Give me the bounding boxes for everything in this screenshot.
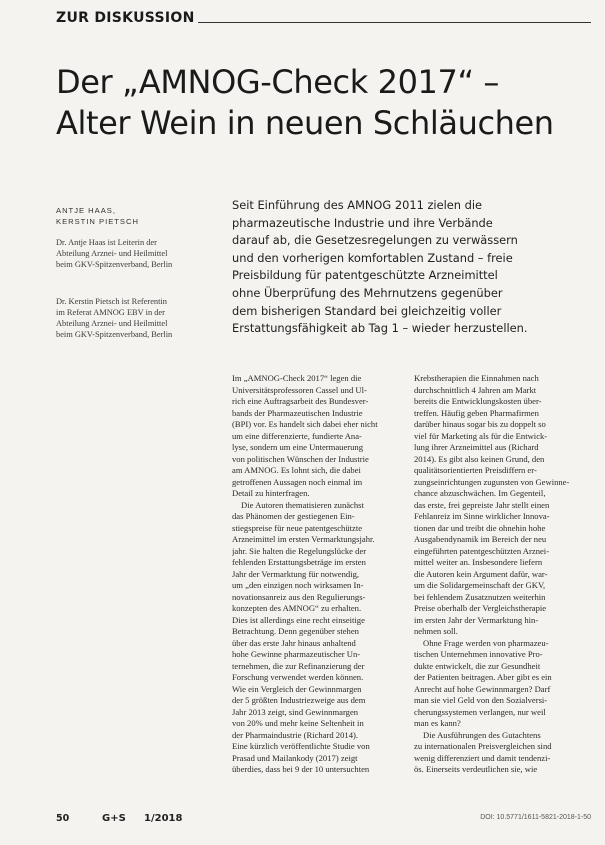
section-label: ZUR DISKUSSION: [56, 10, 195, 26]
doi: DOI: 10.5771/1611-5821-2018-1-50: [480, 814, 591, 821]
body-line: Die Autoren thematisieren zunächst: [241, 499, 364, 510]
article-title: [56, 62, 586, 144]
lead-line: Seit Einführung des AMNOG 2011 zielen die: [232, 198, 483, 212]
body-line: (BPI) vor. Es handelt sich dabei eher nicht: [232, 419, 378, 429]
body-line: Betrachtung. Denn gegenüber stehen: [232, 626, 359, 636]
body-line: von 20% und mehr keine Seltenheit in: [232, 718, 364, 728]
body-line: der Pharmaindustrie (Richard 2014).: [232, 729, 359, 740]
lead-line: ohne Überprüfung des Mehrnutzens gegenüber: [232, 285, 503, 300]
body-line: zu internationalen Preisvergleichen sind: [414, 741, 552, 751]
body-line: der Patienten beitragen. Aber gibt es ein: [414, 672, 552, 682]
body-line: Die Ausführungen des Gutachtens: [423, 729, 541, 740]
body-line: Arzneimittel im ersten Vermarktungsjahr.: [232, 534, 375, 544]
author-name: ANTJE HAAS,: [56, 206, 116, 215]
lead-line: dem bisherigen Standard bei gleichzeitig voller: [232, 303, 502, 318]
body-line: über das erste Jahr hinaus anhaltend: [232, 637, 356, 648]
body-line: chance abzuschwächen. Im Gegenteil,: [414, 488, 546, 498]
body-line: hohe Gewinne pharmazeutischer Un-: [232, 649, 361, 659]
body-line: bereits die Entwicklungskosten über-: [414, 396, 542, 406]
body-line: das Phänomen der gestiegenen Ein-: [232, 511, 355, 521]
body-line: cherungssystemen verlangen, nur weil: [414, 706, 546, 717]
body-line: darüber hinaus sogar bis zu doppelt so: [414, 419, 546, 429]
body-line: Ohne Frage werden von pharmazeu-: [423, 637, 549, 648]
body-line: qualitätsorientierten Preisdiffern er-: [414, 465, 537, 475]
body-line: lung ihrer Arzneimittel aus (Richard: [414, 442, 539, 452]
body-line: um „den einzigen noch wirksamen In-: [232, 580, 364, 590]
lead-line: Erstattungsfähigkeit ab Tag 1 – wieder herzustellen.: [232, 321, 528, 336]
section-rule: [198, 22, 591, 23]
body-line: durchschnittlich 4 Jahren am Markt: [414, 384, 537, 395]
body-line: man sie viel Geld von den Sozialversi-: [414, 695, 548, 705]
body-line: Prasad und Mailankody (2017) zeigt: [232, 752, 358, 763]
body-line: im ersten Jahr der Vermarktung hin-: [414, 614, 539, 625]
body-line: Jahr der Vermarktung für notwendig,: [232, 568, 360, 579]
body-line: Detail zu hinterfragen.: [232, 488, 310, 498]
body-line: stiegspreise für neue patentgeschützte: [232, 522, 363, 533]
body-line: eingeführten patentgeschützten Arznei-: [414, 545, 550, 556]
body-line: treffen. Häufig geben Pharmafirmen: [414, 407, 539, 418]
body-line: Forschung verwendet werden können.: [232, 672, 364, 682]
author-names: [56, 205, 139, 227]
body-line: Krebstherapien die Einnahmen nach: [414, 373, 539, 383]
body-line: überdies, dass bei 9 der 10 untersuchten: [232, 764, 370, 774]
body-line: Im „AMNOG-Check 2017“ legen die: [232, 373, 362, 383]
body-column-left: [232, 373, 410, 776]
body-line: getroffenen Aussagen noch einmal im: [232, 476, 363, 487]
body-line: jahr. Sie halten die Regelungslücke der: [232, 545, 367, 556]
author-bio: Dr. Antje Haas ist Leiterin der Abteilung Arznei- und Heilmittel beim GKV-Spitzenverband, Berlin: [56, 238, 173, 269]
body-line: Fehlanreiz im Sinne wirklicher Innova-: [414, 511, 550, 521]
body-line: ternehmen, die zur Refinanzierung der: [232, 660, 365, 671]
body-line: man es kann?: [414, 718, 461, 728]
title-line: Alter Wein in neuen Schläuchen: [56, 104, 554, 142]
body-line: um die Solidargemeinschaft der GKV,: [414, 580, 546, 590]
body-line: nehmen soll.: [414, 626, 458, 636]
body-line: konzepten des AMNOG“ zu erhalten.: [232, 603, 362, 613]
body-line: Universitätsprofessoren Cassel und Ul-: [232, 384, 367, 395]
body-line: lyse, sondern um eine Untermauerung: [232, 442, 364, 452]
body-line: am AMNOG. Es lohnt sich, die dabei: [232, 465, 361, 475]
lead-line: und den vorherigen komfortablen Zustand – freie: [232, 250, 513, 265]
body-line: Dies ist allerdings eine recht einseitige: [232, 614, 365, 625]
body-line: viel für Marketing als für die Entwick-: [414, 430, 548, 441]
issue-number: 1/2018: [144, 813, 183, 824]
body-line: das erste, frei gepreiste Jahr stellt einen: [414, 499, 550, 510]
lead-line: Preisbildung für patentgeschützte Arzneimittel: [232, 268, 498, 283]
body-line: fehlenden Erstattungsbeträge im ersten: [232, 557, 366, 567]
body-line: mittel weiter an. Insbesondere liefern: [414, 557, 543, 567]
body-line: dukte entwickelt, die zur Gesundheit: [414, 660, 541, 671]
body-line: 2014). Es gibt also keinen Grund, den: [414, 453, 545, 464]
body-line: die Autoren kein Argument dafür, war-: [414, 568, 548, 579]
body-column-right: [414, 373, 592, 776]
body-line: Ausgabendynamik im Bereich der neu: [414, 534, 547, 544]
body-line: tischen Unternehmen innovative Pro-: [414, 649, 543, 659]
body-line: zungseinrichtungen zugunsten von Gewinne-: [414, 476, 570, 487]
body-line: Preise oberhalb der Vergleichstherapie: [414, 603, 547, 613]
body-line: Eine kürzlich veröffentlichte Studie von: [232, 741, 370, 751]
body-line: Wie ein Vergleich der Gewinnmargen: [232, 683, 362, 694]
author-bio: Dr. Kerstin Pietsch ist Referentin im Referat AMNOG EBV in der Abteilung Arznei- und Heilmittel beim GKV-Spitzenverband, Berlin: [56, 297, 173, 339]
body-line: von politischen Wünschen der Industrie: [232, 453, 369, 464]
body-line: novationsanreiz aus den Regulierungs-: [232, 591, 366, 602]
journal-name: G+S: [102, 813, 126, 824]
lead-line: darauf ab, die Gesetzesregelungen zu verwässern: [232, 233, 518, 248]
lead-line: pharmazeutische Industrie und ihre Verbände: [232, 215, 493, 230]
author-name: KERSTIN PIETSCH: [56, 217, 139, 226]
title-line: Der „AMNOG-Check 2017“ –: [56, 63, 499, 101]
body-line: um eine differenzierte, fundierte Ana-: [232, 430, 362, 441]
lead-paragraph: [232, 197, 592, 338]
page-footer: [56, 813, 591, 827]
body-line: rich eine Auftragsarbeit des Bundesver-: [232, 396, 369, 406]
body-line: Anrecht auf hohe Gewinnmargen? Darf: [414, 683, 551, 694]
body-line: tionen dar und treibt die ohnehin hohe: [414, 522, 546, 533]
body-line: ös. Einerseits verdeutlichen sie, wie: [414, 764, 538, 774]
body-line: der 5 größten Industriezweige aus dem: [232, 695, 366, 705]
body-line: bands der Pharmazeutischen Industrie: [232, 407, 363, 418]
body-line: Jahr 2013 zeigt, sind Gewinnmargen: [232, 706, 359, 717]
body-line: wenig differenziert und damit tendenzi-: [414, 752, 551, 763]
body-line: bei fehlendem Zusatznutzen weiterhin: [414, 591, 546, 602]
page-number: 50: [56, 813, 70, 824]
